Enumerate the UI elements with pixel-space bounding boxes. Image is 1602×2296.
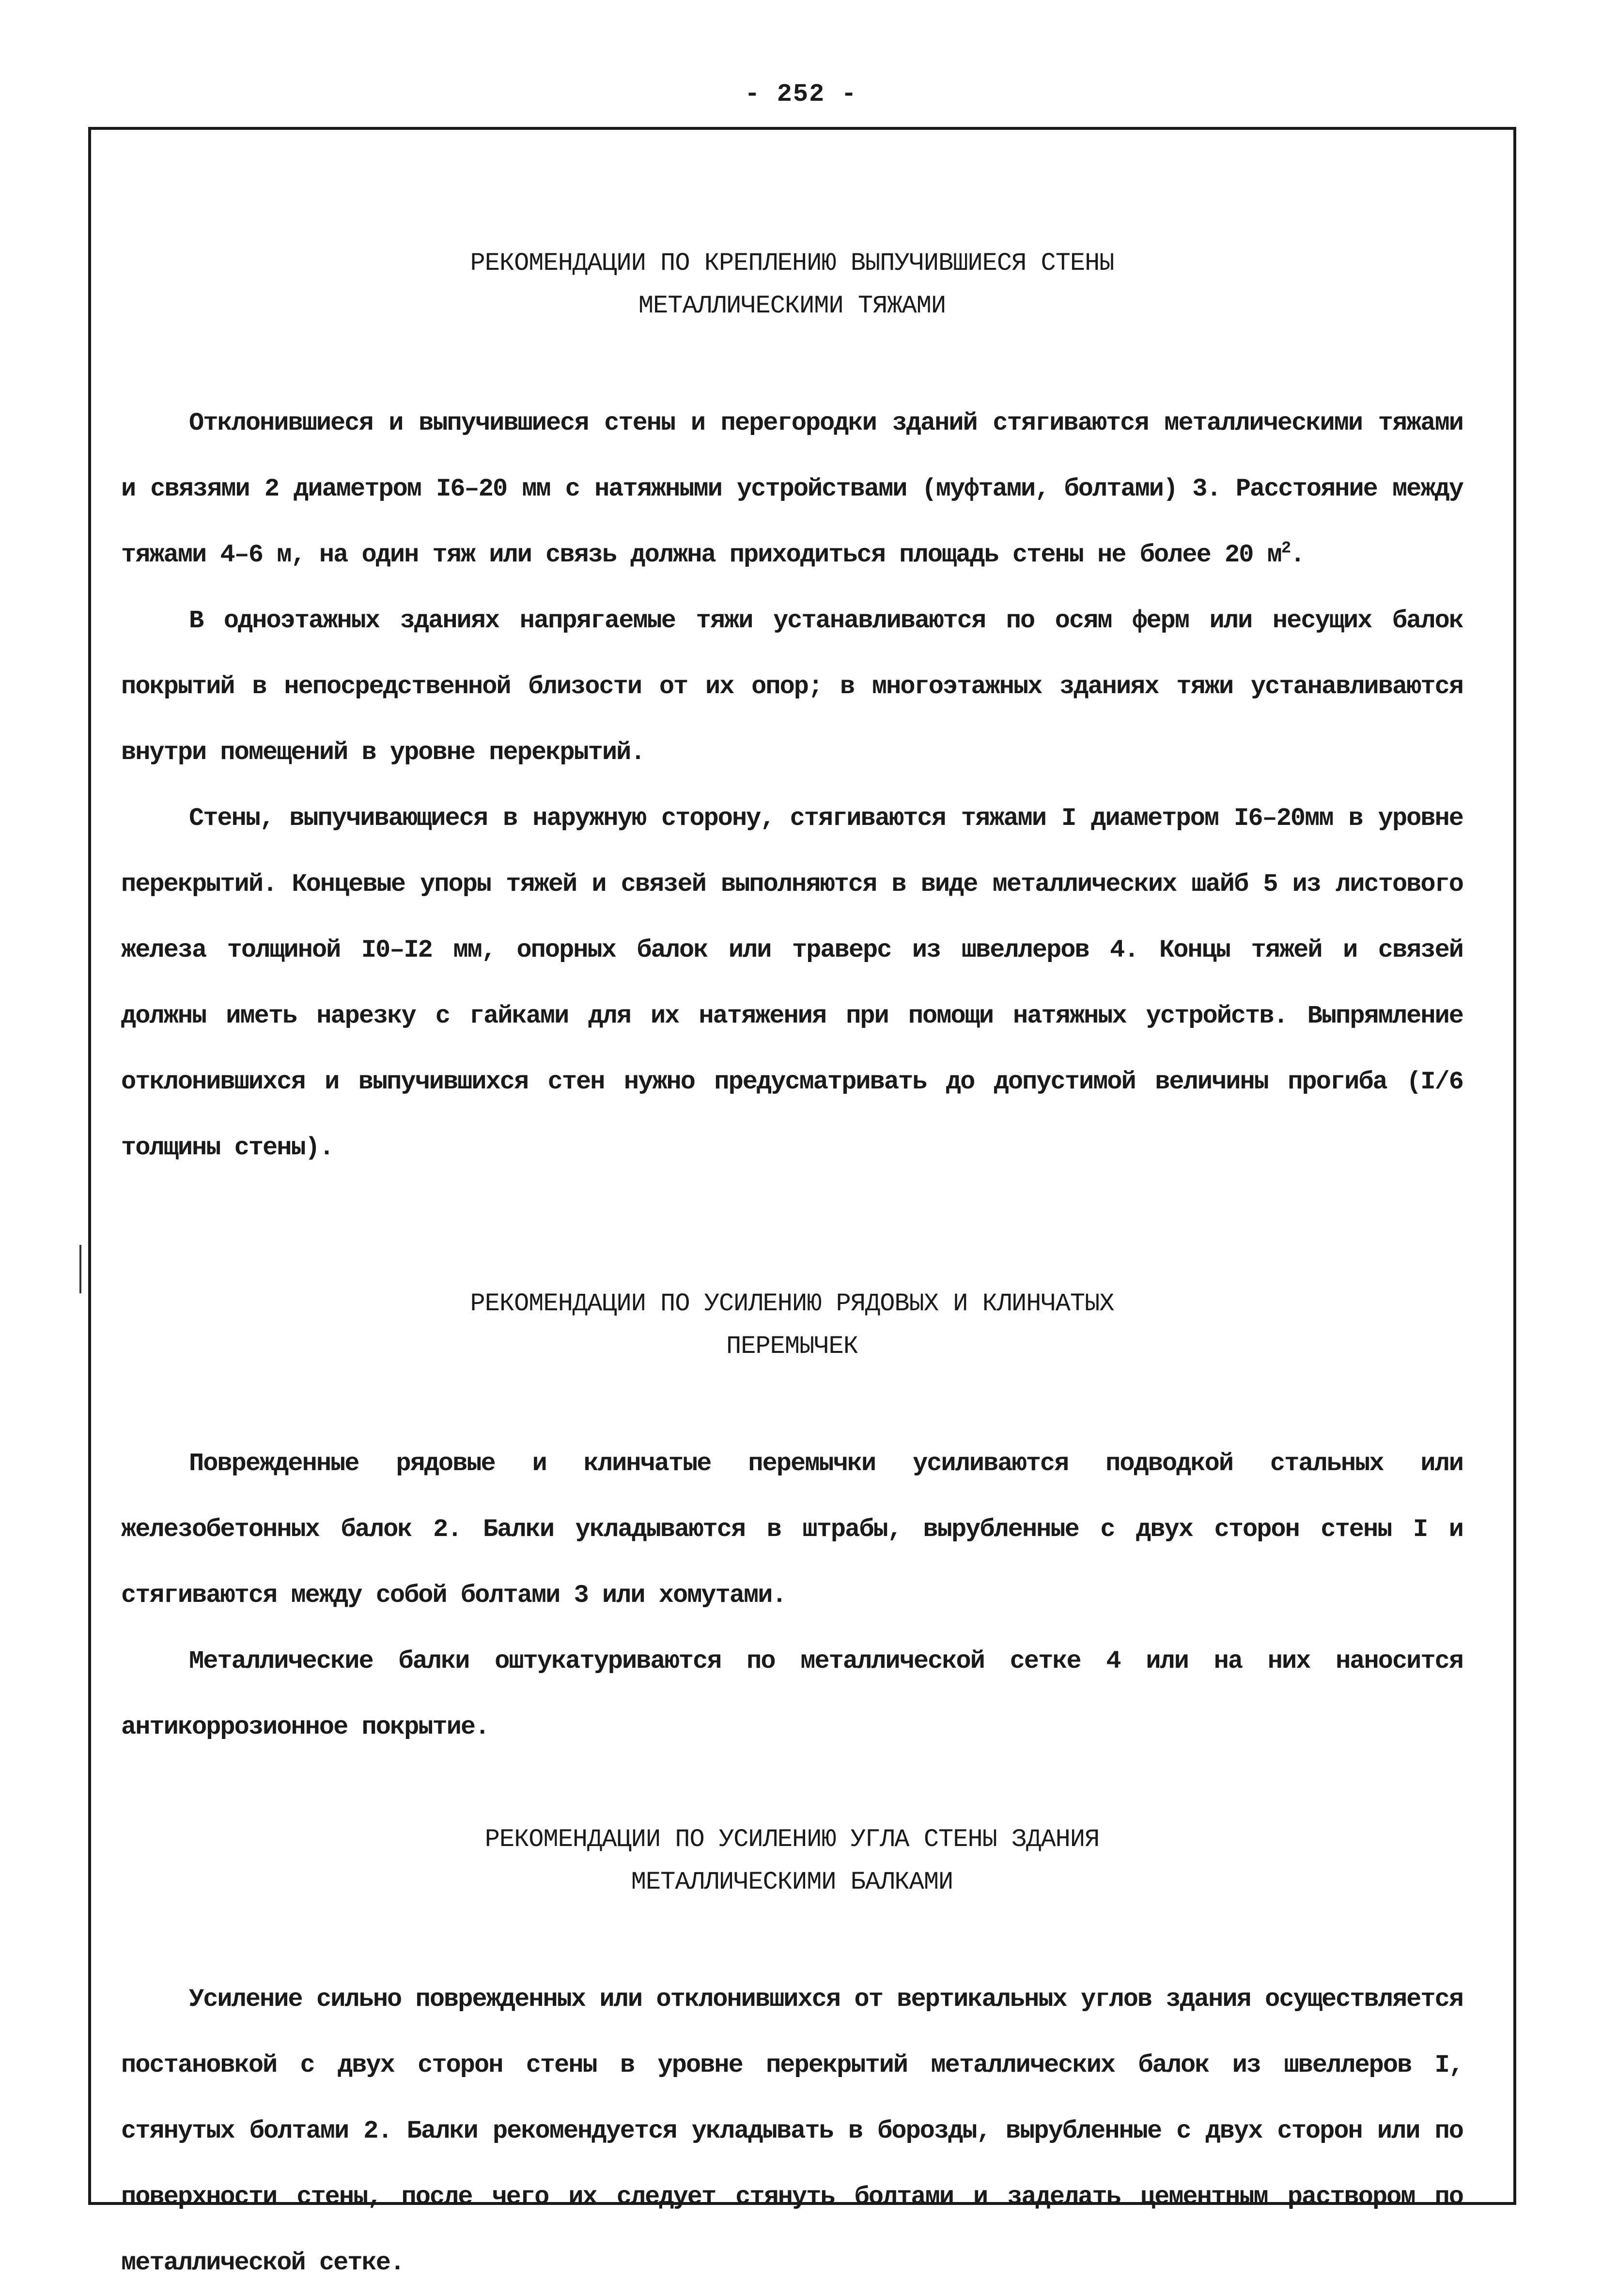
section2-title-line2: ПЕРЕМЫЧЕК [726, 1332, 858, 1361]
section2-heading [121, 1283, 1463, 1368]
section1-p1-superscript: 2 [1281, 539, 1291, 558]
section3-title-line2: МЕТАЛЛИЧЕСКИМИ БАЛКАМИ [631, 1868, 953, 1896]
section1-title-line2: МЕТАЛЛИЧЕСКИМИ ТЯЖАМИ [638, 292, 946, 320]
section1-heading [121, 242, 1463, 327]
section1-paragraph-3: Стены, выпучивающиеся в наружную сторону, стягиваются тяжами I диаметром I6–20мм в уровне перекрытий. Концевые упоры тяжей и связей выполняются в виде металлических шайб 5 из листового железа толщиной I0–I2 мм, опорных балок или траверс из швеллеров 4. Концы тяжей и связей должны иметь нарезку с гайками для их натяжения при помощи натяжных устройств. Выпрямление отклонившихся и выпучившихся стен нужно предусматривать до допустимой величины прогиба (I/6 толщины стены). [121, 804, 1463, 1162]
document-body [121, 242, 1463, 2296]
section3-paragraph-1: Усиление сильно поврежденных или отклонившихся от вертикальных углов здания осуществляется постановкой с двух сторон стены в уровне перекрытий металлических балок из швеллеров I, стянутых болтами 2. Балки рекомендуется укладывать в борозды, вырубленные с двух сторон или по поверхности стены, после чего их следует стянуть болтами и заделать цементным раствором по металлической сетке. [121, 1985, 1463, 2277]
section1-p1-end: . [1290, 541, 1305, 569]
section2-paragraph-2: Металлические балки оштукатуриваются по металлической сетке 4 или на них наносится антикоррозионное покрытие. [121, 1647, 1463, 1741]
section2-paragraph-1: Поврежденные рядовые и клинчатые перемычки усиливаются подводкой стальных или железобетонных балок 2. Балки укладываются в штрабы, вырубленные с двух сторон стены I и стягиваются между собой болтами 3 или хомутами. [121, 1449, 1463, 1610]
section1-title-line1: РЕКОМЕНДАЦИИ ПО КРЕПЛЕНИЮ ВЫПУЧИВШИЕСЯ СТЕНЫ [470, 249, 1114, 278]
section1-paragraph-1 [121, 390, 1463, 588]
section1-p1-text: Отклонившиеся и выпучившиеся стены и перегородки зданий стягиваются металлическими тяжами и связями 2 диаметром I6–20 мм с натяжными устройствами (муфтами, болтами) 3. Расстояние между тяжами 4–6 м, на один тяж или связь должна приходиться площадь стены не более 20 м [121, 409, 1463, 569]
page-number: - 252 - [745, 80, 857, 109]
section3-heading [121, 1818, 1463, 1904]
section1-paragraph-2: В одноэтажных зданиях напрягаемые тяжи устанавливаются по осям ферм или несущих балок покрытий в непосредственной близости от их опор; в многоэтажных зданиях тяжи устанавливаются внутри помещений в уровне перекрытий. [121, 606, 1463, 767]
margin-mark [79, 1245, 86, 1293]
section3-title-line1: РЕКОМЕНДАЦИИ ПО УСИЛЕНИЮ УГЛА СТЕНЫ ЗДАНИЯ [484, 1825, 1100, 1854]
section2-title-line1: РЕКОМЕНДАЦИИ ПО УСИЛЕНИЮ РЯДОВЫХ И КЛИНЧАТЫХ [470, 1289, 1114, 1318]
